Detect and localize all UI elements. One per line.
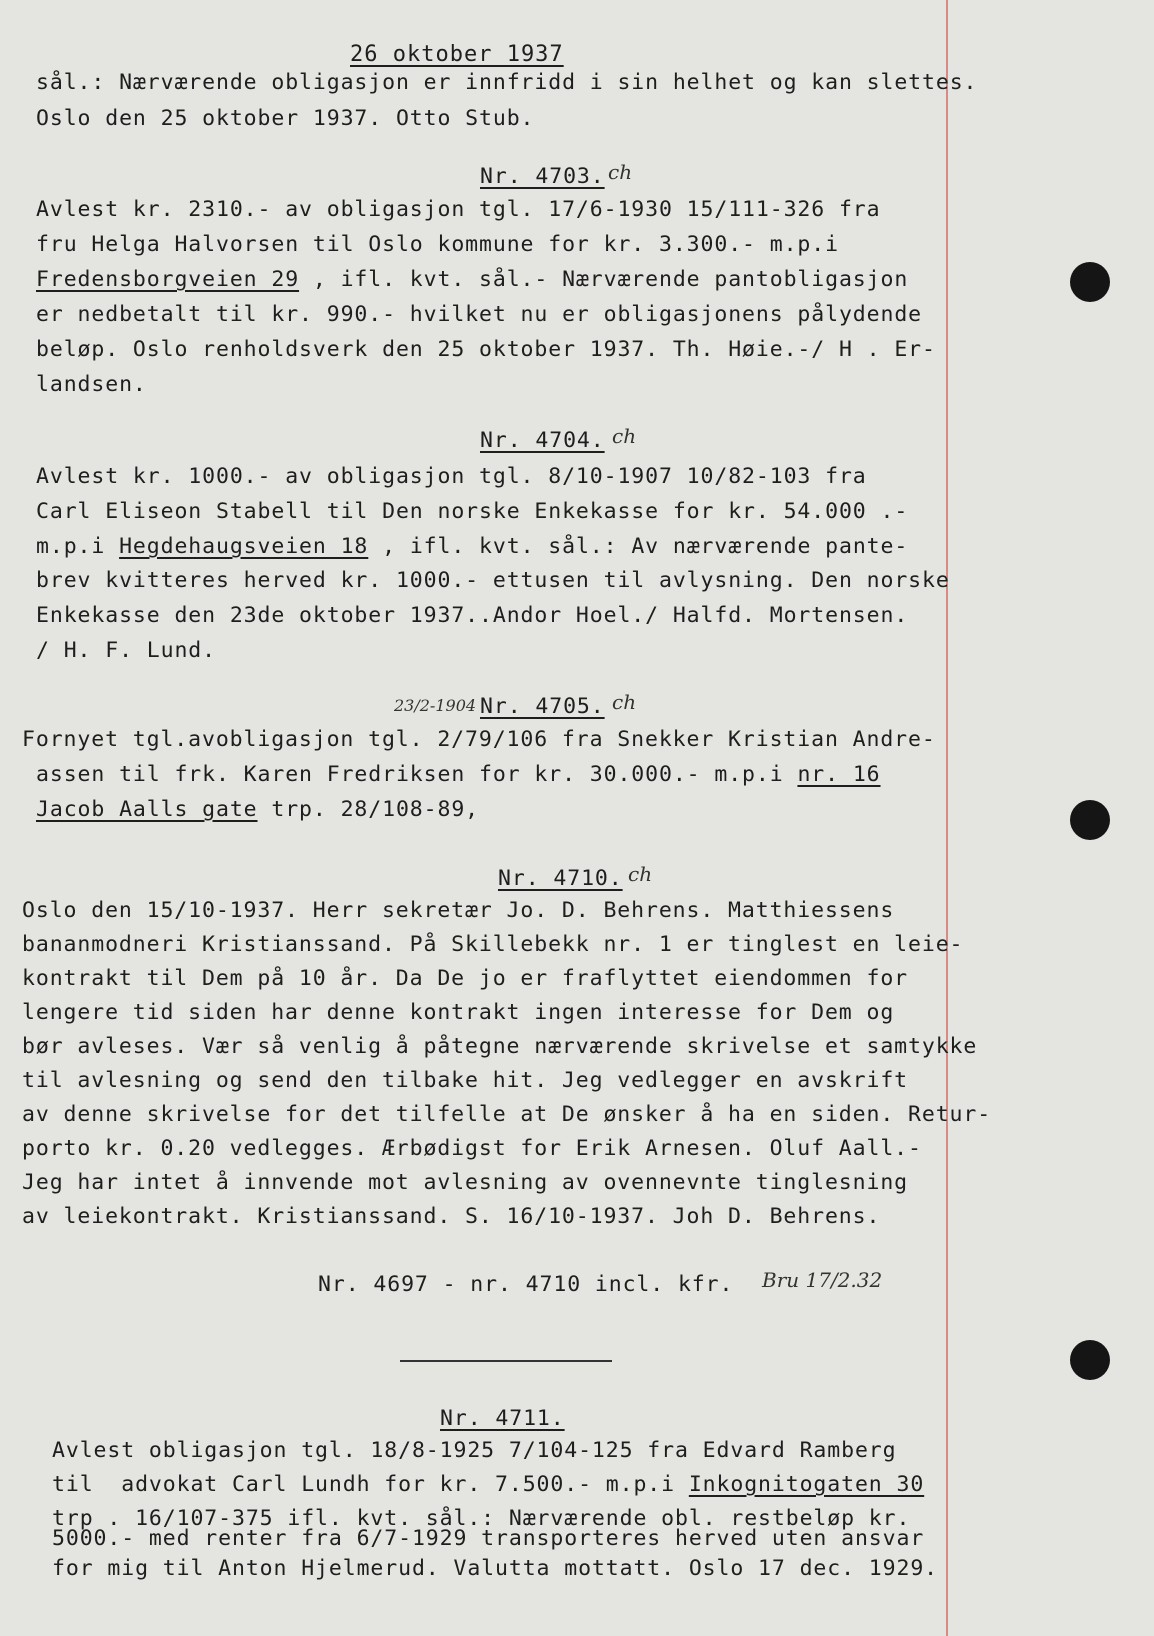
text-line: m.p.i Hegdehaugsveien 18 , ifl. kvt. sål.: Av nærværende pante- bbox=[36, 534, 909, 559]
text-line: for mig til Anton Hjelmerud. Valutta mottatt. Oslo 17 dec. 1929. bbox=[52, 1556, 939, 1581]
text-line: 5000.- med renter fra 6/7-1929 transporteres herved uten ansvar bbox=[52, 1526, 925, 1551]
text-line: lengere tid siden har denne kontrakt ingen interesse for Dem og bbox=[22, 1000, 895, 1025]
text-line: er nedbetalt til kr. 990.- hvilket nu er obligasjonens pålydende bbox=[36, 302, 923, 327]
property-address: Fredensborgveien 29 bbox=[36, 267, 300, 292]
handwritten-initials: ch bbox=[612, 424, 637, 448]
punch-hole bbox=[1070, 800, 1110, 840]
handwritten-initials: ch bbox=[612, 690, 637, 714]
entry-number: Nr. 4705. bbox=[480, 694, 605, 719]
text-line: bananmodneri Kristianssand. På Skillebekk nr. 1 er tinglest en leie- bbox=[22, 932, 964, 957]
text-line: Avlest kr. 2310.- av obligasjon tgl. 17/6-1930 15/111-326 fra bbox=[36, 197, 881, 222]
section-divider bbox=[400, 1360, 612, 1362]
text-line: Avlest kr. 1000.- av obligasjon tgl. 8/10-1907 10/82-103 fra bbox=[36, 464, 867, 489]
property-address: Inkognitogaten 30 bbox=[688, 1472, 925, 1497]
text-line: bør avleses. Vær så venlig å påtegne nærværende skrivelse et samtykke bbox=[22, 1034, 978, 1059]
text-line: fru Helga Halvorsen til Oslo kommune for kr. 3.300.- m.p.i bbox=[36, 232, 839, 257]
margin-rule bbox=[946, 0, 948, 1636]
punch-hole bbox=[1070, 262, 1110, 302]
text-line: sål.: Nærværende obligasjon er innfridd i sin helhet og kan slettes. bbox=[36, 70, 978, 95]
property-address: Jacob Aalls gate bbox=[36, 797, 258, 822]
handwritten-date-note: 23/2-1904 bbox=[394, 696, 477, 715]
text-line: beløp. Oslo renholdsverk den 25 oktober 1937. Th. Høie.-/ H . Er- bbox=[36, 337, 936, 362]
handwritten-initials: Bru 17/2.32 bbox=[762, 1268, 883, 1292]
text-line: Jeg har intet å innvende mot avlesning av ovennevnte tinglesning bbox=[22, 1170, 909, 1195]
handwritten-initials: ch bbox=[608, 160, 633, 184]
text-line: Oslo den 25 oktober 1937. Otto Stub. bbox=[36, 106, 535, 131]
text-line: Fornyet tgl.avobligasjon tgl. 2/79/106 fra Snekker Kristian Andre- bbox=[22, 727, 936, 752]
text-line: Fredensborgveien 29 , ifl. kvt. sål.- Nærværende pantobligasjon bbox=[36, 267, 909, 292]
entry-number: Nr. 4704. bbox=[480, 428, 605, 453]
entry-number: Nr. 4711. bbox=[440, 1406, 565, 1431]
text-line: / H. F. Lund. bbox=[36, 638, 216, 663]
text-line: Carl Eliseon Stabell til Den norske Enkekasse for kr. 54.000 .- bbox=[36, 499, 909, 524]
text-line: til advokat Carl Lundh for kr. 7.500.- m.p.i Inkognitogaten 30 bbox=[52, 1472, 925, 1497]
text-line: landsen. bbox=[36, 372, 147, 397]
page-date-header: 26 oktober 1937 bbox=[350, 42, 564, 67]
text-line: porto kr. 0.20 vedlegges. Ærbødigst for Erik Arnesen. Oluf Aall.- bbox=[22, 1136, 922, 1161]
text-line: assen til frk. Karen Fredriksen for kr. 30.000.- m.p.i nr. 16 bbox=[36, 762, 881, 787]
text-line: brev kvitteres herved kr. 1000.- ettusen til avlysning. Den norske bbox=[36, 568, 950, 593]
punch-hole bbox=[1070, 1340, 1110, 1380]
summary-line: Nr. 4697 - nr. 4710 incl. kfr. bbox=[318, 1272, 734, 1297]
text-line: Enkekasse den 23de oktober 1937..Andor Hoel./ Halfd. Mortensen. bbox=[36, 603, 909, 628]
text-line: Jacob Aalls gate trp. 28/108-89, bbox=[36, 797, 480, 822]
text-line: kontrakt til Dem på 10 år. Da De jo er fraflyttet eiendommen for bbox=[22, 966, 909, 991]
text-line: Avlest obligasjon tgl. 18/8-1925 7/104-125 fra Edvard Ramberg bbox=[52, 1438, 897, 1463]
entry-number: Nr. 4703. bbox=[480, 164, 605, 189]
text-line: til avlesning og send den tilbake hit. Jeg vedlegger en avskrift bbox=[22, 1068, 909, 1093]
text-line: Oslo den 15/10-1937. Herr sekretær Jo. D. Behrens. Matthiessens bbox=[22, 898, 895, 923]
text-line: av leiekontrakt. Kristianssand. S. 16/10-1937. Joh D. Behrens. bbox=[22, 1204, 881, 1229]
entry-number: Nr. 4710. bbox=[498, 866, 623, 891]
text-line: trp . 16/107-375 ifl. kvt. sål.: Nærværende obl. restbeløp kr. bbox=[52, 1506, 911, 1531]
handwritten-initials: ch bbox=[628, 862, 653, 886]
property-address: Hegdehaugsveien 18 bbox=[119, 534, 369, 559]
property-address: nr. 16 bbox=[797, 762, 881, 787]
text-line: av denne skrivelse for det tilfelle at De ønsker å ha en siden. Retur- bbox=[22, 1102, 992, 1127]
